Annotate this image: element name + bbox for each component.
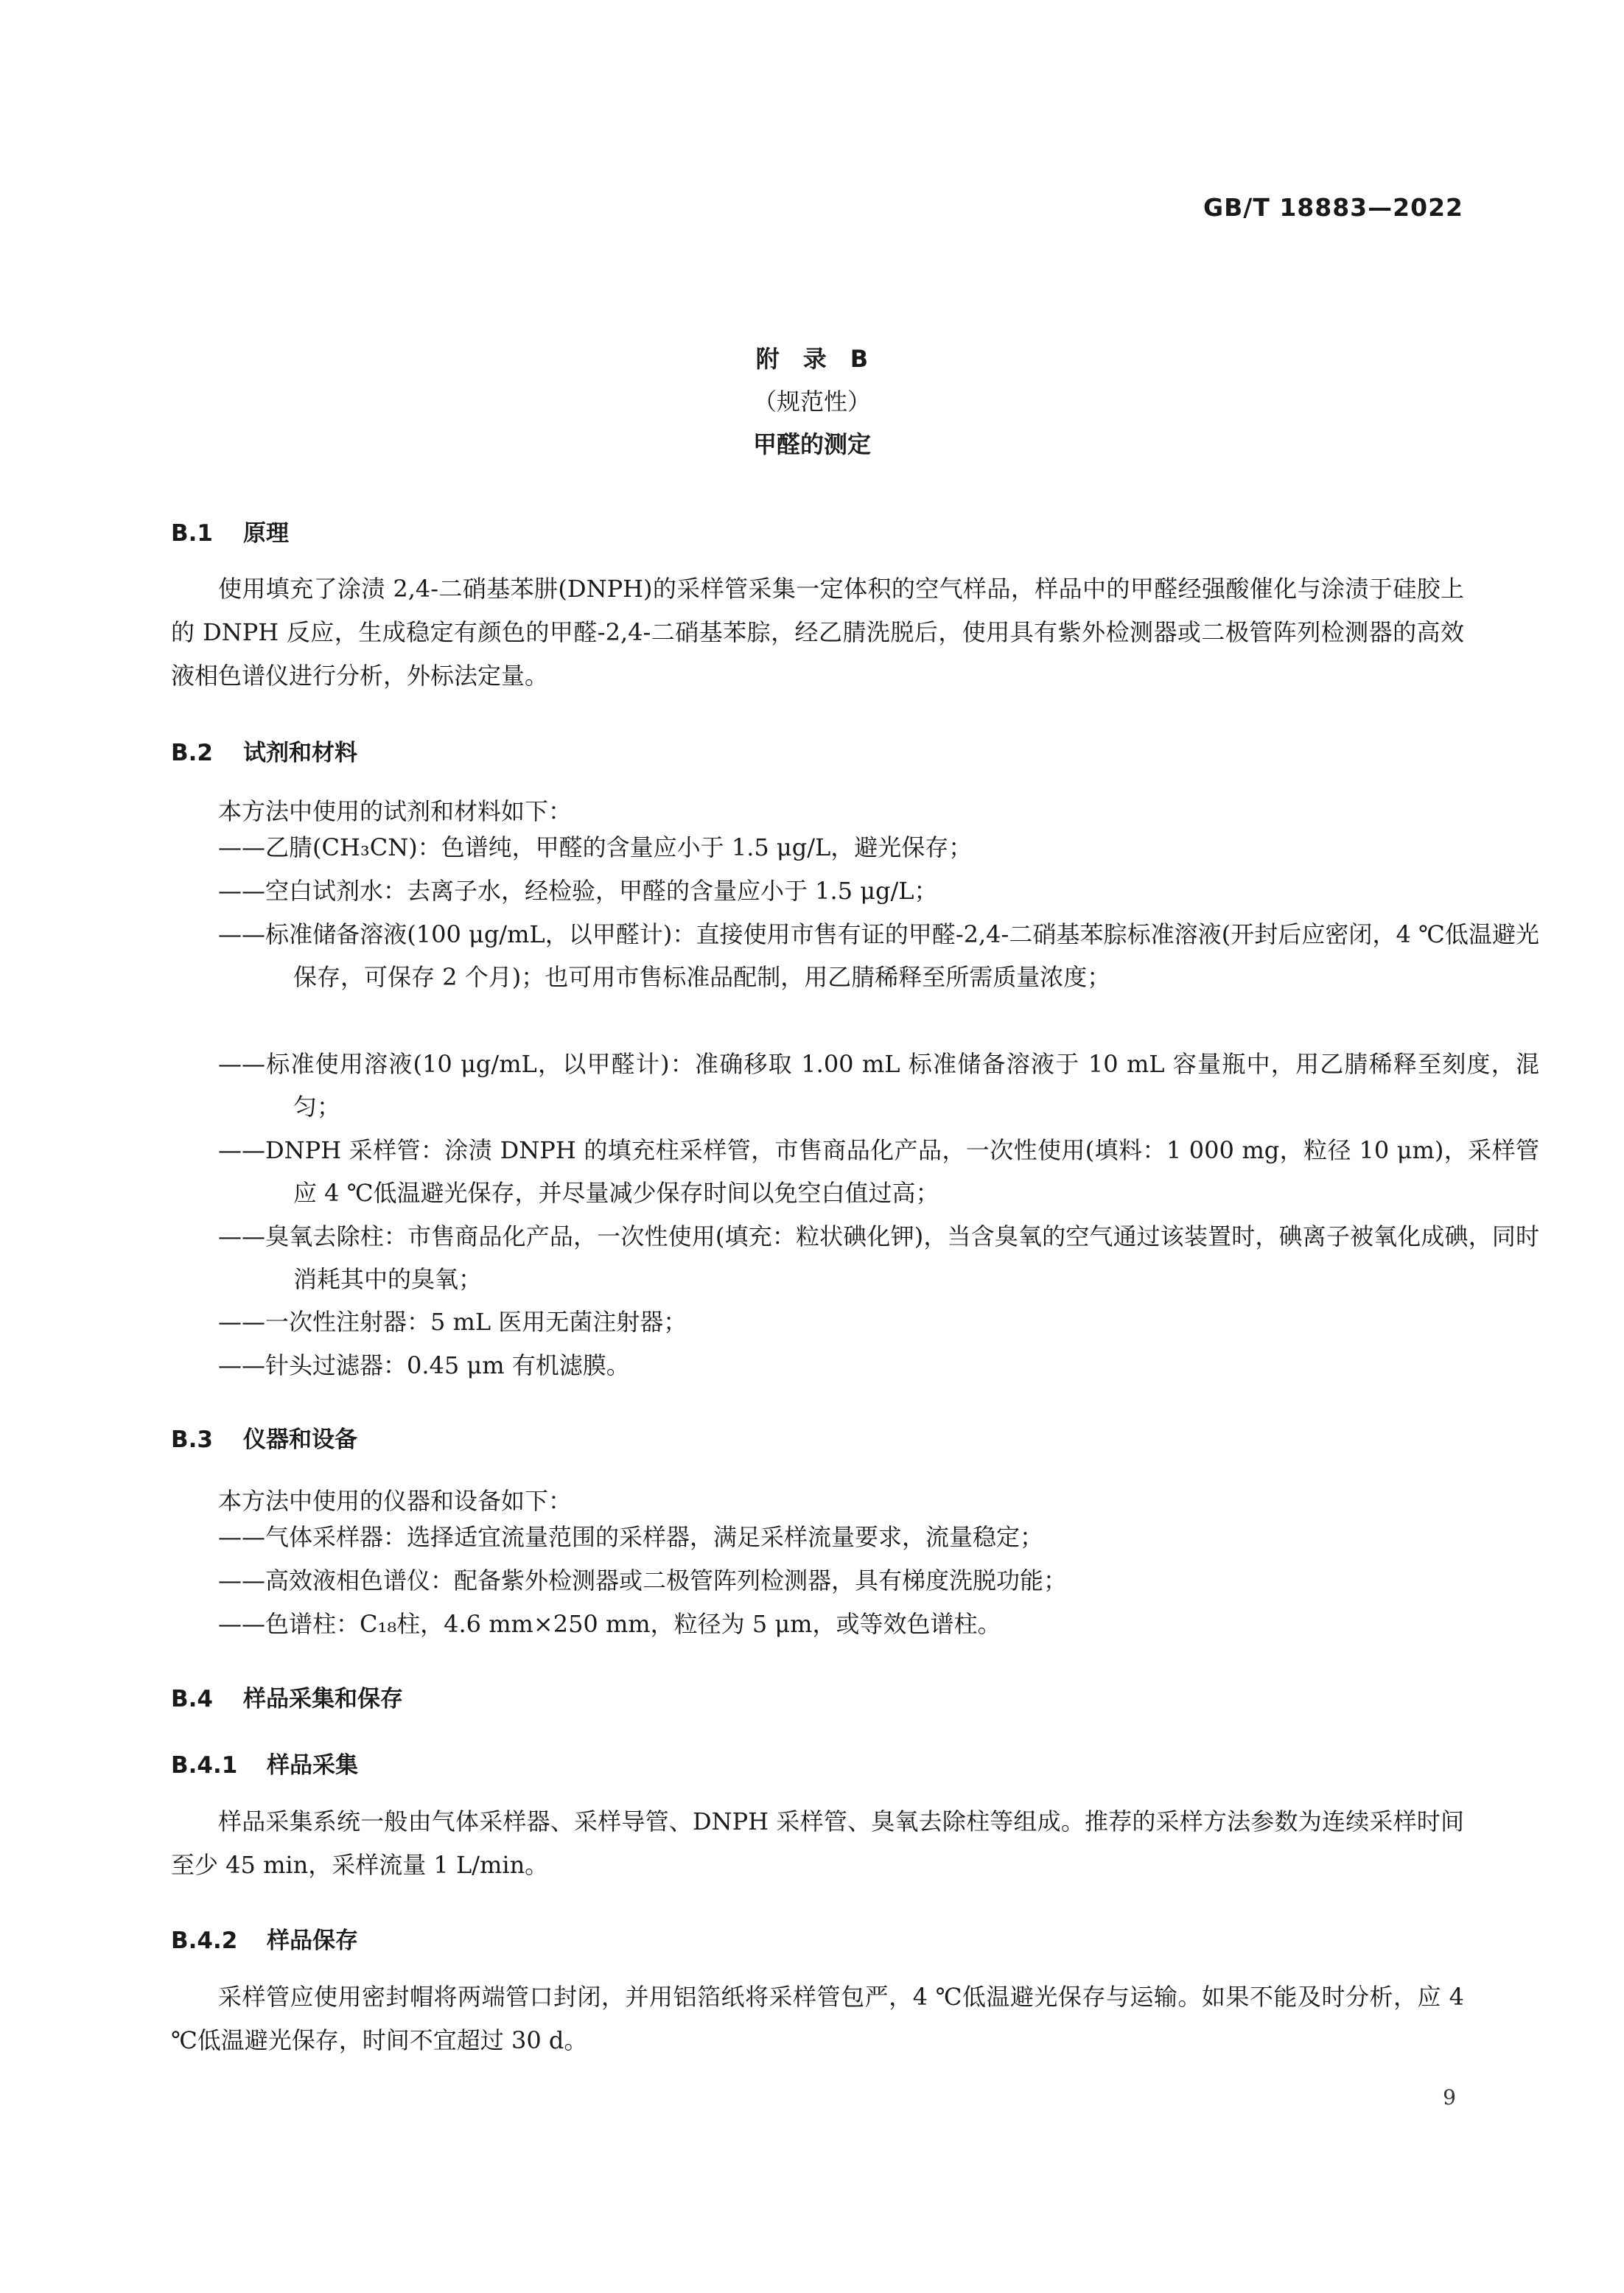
section-b3-heading	[171, 1421, 357, 1454]
section-number: B.4.2	[171, 1928, 238, 1954]
list-item: ——气体采样器：选择适宜流量范围的采样器，满足采样流量要求，流量稳定；	[218, 1523, 1044, 1551]
section-title: 试剂和材料	[243, 740, 357, 766]
section-b41-heading	[171, 1746, 358, 1779]
annex-subject: 甲醛的测定	[752, 430, 871, 458]
section-title: 仪器和设备	[243, 1426, 357, 1453]
list-item: ——标准储备溶液(100 μg/mL，以甲醛计)：直接使用市售有证的甲醛-2,4-二硝基苯腙标准溶液(开封后应密闭，4 ℃低温避光保存，可保存 2 个月)；也可用市售标准品配制，用乙腈稀释至所需质量浓度；	[218, 920, 1539, 991]
section-number: B.2	[171, 740, 213, 766]
section-title: 样品采集	[267, 1752, 358, 1779]
list-item: ——乙腈(CH₃CN)：色谱纯，甲醛的含量应小于 1.5 μg/L，避光保存；	[218, 833, 973, 861]
section-number: B.4	[171, 1686, 213, 1712]
section-number: B.4.1	[171, 1752, 238, 1779]
section-b42-heading	[171, 1922, 358, 1955]
list-item: ——标准使用溶液(10 μg/mL，以甲醛计)：准确移取 1.00 mL 标准储备溶液于 10 mL 容量瓶中，用乙腈稀释至刻度，混匀；	[218, 1050, 1539, 1121]
section-b1-heading	[171, 514, 289, 547]
section-title: 原理	[243, 520, 289, 547]
list-item: ——色谱柱：C₁₈柱，4.6 mm×250 mm，粒径为 5 μm，或等效色谱柱。	[218, 1610, 1001, 1638]
section-b4-heading	[171, 1680, 403, 1713]
section-b2-heading	[171, 734, 357, 767]
list-item: ——臭氧去除柱：市售商品化产品，一次性使用(填充：粒状碘化钾)，当含臭氧的空气通过该装置时，碘离子被氧化成碘，同时消耗其中的臭氧；	[218, 1222, 1539, 1293]
section-b42-text: 采样管应使用密封帽将两端管口封闭，并用铝箔纸将采样管包严，4 ℃低温避光保存与运输。如果不能及时分析，应 4 ℃低温避光保存，时间不宜超过 30 d。	[171, 1983, 1464, 2054]
section-b1-text: 使用填充了涂渍 2,4-二硝基苯肼(DNPH)的采样管采集一定体积的空气样品，样品中的甲醛经强酸催化与涂渍于硅胶上的 DNPH 反应，生成稳定有颜色的甲醛-2,4-二硝基苯腙，经乙腈洗脱后，使用具有紫外检测器或二极管阵列检测器的高效液相色谱仪进行分析，外标法定量。	[171, 575, 1464, 690]
section-number: B.1	[171, 520, 213, 547]
list-item: ——针头过滤器：0.45 μm 有机滤膜。	[218, 1351, 630, 1379]
section-b41-text: 样品采集系统一般由气体采样器、采样导管、DNPH 采样管、臭氧去除柱等组成。推荐的采样方法参数为连续采样时间至少 45 min，采样流量 1 L/min。	[171, 1807, 1464, 1879]
section-title: 样品采集和保存	[243, 1686, 403, 1712]
list-item: ——DNPH 采样管：涂渍 DNPH 的填充柱采样管，市售商品化产品，一次性使用(填料：1 000 mg，粒径 10 μm)，采样管应 4 ℃低温避光保存，并尽量减少保存时间以免空白值过高；	[218, 1136, 1539, 1207]
list-item: ——空白试剂水：去离子水，经检验，甲醛的含量应小于 1.5 μg/L；	[218, 877, 938, 905]
standard-code: GB/T 18883—2022	[1203, 193, 1463, 222]
annex-title: 附 录 B	[755, 345, 869, 373]
page-number: 9	[1443, 2085, 1456, 2110]
section-number: B.3	[171, 1426, 213, 1453]
section-b2-intro: 本方法中使用的试剂和材料如下：	[218, 797, 573, 825]
section-b3-intro: 本方法中使用的仪器和设备如下：	[218, 1487, 573, 1515]
list-item: ——一次性注射器：5 mL 医用无菌注射器；	[218, 1308, 687, 1336]
list-item: ——高效液相色谱仪：配备紫外检测器或二极管阵列检测器，具有梯度洗脱功能；	[218, 1566, 1068, 1594]
section-title: 样品保存	[267, 1928, 358, 1954]
annex-nature: （规范性）	[752, 388, 871, 416]
